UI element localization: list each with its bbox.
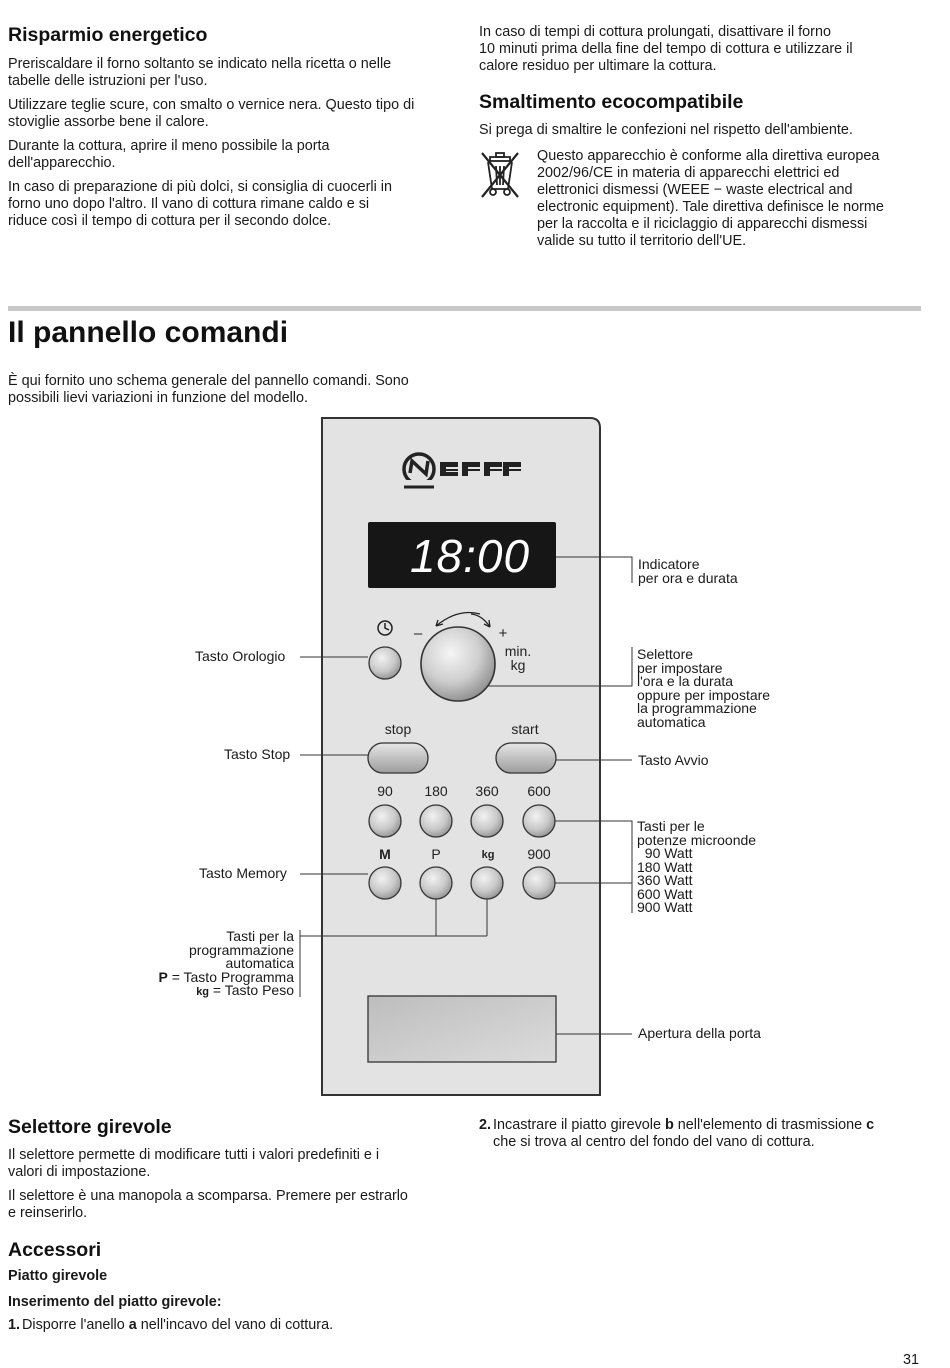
- power-180-button[interactable]: [420, 805, 452, 837]
- section-step-2: [479, 1117, 929, 1151]
- text-line: Questo apparecchio è conforme alla direttiva europea: [537, 148, 880, 164]
- panel-body: [322, 418, 600, 1095]
- callout-line: la programmazione: [637, 700, 757, 716]
- paragraph: [8, 138, 458, 172]
- callout-line: per ora e durata: [638, 569, 738, 586]
- text-run: nell'elemento di trasmissione: [673, 1117, 867, 1133]
- subheading-turntable: Piatto girevole: [8, 1268, 108, 1284]
- text-line: valori di impostazione.: [8, 1164, 151, 1180]
- text-line: È qui fornito uno schema generale del pannello comandi. Sono: [8, 373, 409, 389]
- section-divider: [8, 306, 921, 311]
- text-run-bold: a: [128, 1317, 137, 1333]
- page-number: 31: [903, 1352, 920, 1368]
- power-600-button[interactable]: [523, 805, 555, 837]
- callout-line: 600 Watt: [637, 885, 693, 902]
- text-line: per la raccolta e il riciclaggio di apparecchi dismessi: [537, 216, 868, 232]
- text-line: electronic equipment). Tale direttiva definisce le norme: [537, 199, 884, 215]
- callout-line: 180 Watt: [637, 858, 693, 875]
- paragraph-long-cooking: [479, 24, 929, 75]
- clock-button[interactable]: [369, 647, 401, 679]
- knob-plus-label: +: [498, 625, 508, 642]
- text-line: e reinserirlo.: [8, 1205, 88, 1221]
- callout-line: Indicatore: [638, 556, 700, 572]
- heading-rotary-selector: Selettore girevole: [8, 1116, 172, 1138]
- text-line: In caso di tempi di cottura prolungati, disattivare il forno: [479, 24, 831, 40]
- paragraph: [8, 56, 458, 90]
- paragraph-disposal: Si prega di smaltire le confezioni nel rispetto dell'ambiente.: [479, 122, 853, 138]
- paragraph-control-panel-intro: [8, 373, 468, 407]
- program-label: P: [431, 846, 441, 862]
- program-button[interactable]: [420, 867, 452, 899]
- heading-accessories: Accessori: [8, 1239, 102, 1261]
- text-line: stoviglie assorbe bene il calore.: [8, 114, 209, 130]
- callout-selector: [637, 648, 770, 729]
- callout-line: 90 Watt: [637, 845, 693, 861]
- callout-line: 900 Watt: [637, 899, 693, 915]
- text-run-bold: c: [866, 1117, 875, 1133]
- callout-line: l'ora e la durata: [637, 673, 734, 689]
- callout-clock: Tasto Orologio: [195, 648, 286, 664]
- callout-line: = Tasto Programma: [167, 968, 294, 985]
- text-line: 2002/96/CE in materia di apparecchi elettrici ed: [537, 165, 840, 181]
- text-run: Incastrare il piatto girevole: [493, 1117, 665, 1133]
- power-900-button[interactable]: [523, 867, 555, 899]
- weight-button[interactable]: [471, 867, 503, 899]
- paragraph: [8, 1188, 458, 1222]
- callout-line: programmazione: [188, 941, 294, 958]
- callout-start: Tasto Avvio: [638, 752, 709, 768]
- power-360-button[interactable]: [471, 805, 503, 837]
- heading-control-panel: Il pannello comandi: [8, 316, 289, 349]
- callout-line: Selettore: [637, 646, 694, 662]
- text-line: Preriscaldare il forno soltanto se indicato nella ricetta o nelle: [8, 56, 392, 72]
- text-run: nell'incavo del vano di cottura.: [136, 1317, 334, 1333]
- paragraph: [8, 179, 458, 230]
- text-line: possibili lievi variazioni in funzione del modello.: [8, 390, 308, 406]
- start-button[interactable]: [496, 743, 556, 773]
- step-1: [8, 1317, 458, 1334]
- callout-key-p: P: [158, 968, 168, 985]
- text-line: forno uno dopo l'altro. Il vano di cottura rimane caldo e si: [8, 196, 370, 212]
- callout-line: 360 Watt: [637, 872, 693, 888]
- step-number: 2.: [479, 1117, 492, 1133]
- paragraph: [8, 1147, 458, 1181]
- selector-knob[interactable]: [421, 627, 495, 701]
- callout-line: Tasti per la: [226, 928, 294, 944]
- text-line: calore residuo per ultimare la cottura.: [479, 58, 717, 74]
- knob-minus-label: –: [413, 625, 423, 642]
- power-label-90: 90: [377, 783, 393, 799]
- power-label-180: 180: [424, 783, 448, 799]
- step-number: 1.: [8, 1317, 21, 1333]
- power-label-900: 900: [527, 846, 551, 862]
- control-panel-diagram: [0, 410, 950, 1110]
- callout-power: [637, 820, 756, 915]
- display-time-text: 18:00: [409, 530, 531, 582]
- heading-disposal: Smaltimento ecocompatibile: [479, 91, 744, 113]
- callout-line: per impostare: [637, 659, 723, 676]
- callout-line: Tasti per le: [637, 818, 705, 834]
- callout-stop: Tasto Stop: [224, 746, 291, 762]
- section-energy-saving: [8, 24, 458, 230]
- step-2: [479, 1117, 929, 1151]
- callout-memory: Tasto Memory: [199, 865, 287, 881]
- text-line: riduce così il tempo di cottura per il secondo dolce.: [8, 213, 332, 229]
- memory-button[interactable]: [369, 867, 401, 899]
- text-line: dell'apparecchio.: [8, 155, 116, 171]
- weight-label: kg: [481, 849, 495, 861]
- callout-line: automatica: [637, 713, 706, 730]
- text-line: elettronici dismessi (WEEE − waste electrical and: [537, 182, 853, 198]
- stop-button[interactable]: [368, 743, 428, 773]
- start-label: start: [511, 721, 539, 737]
- weee-text: [537, 148, 937, 250]
- heading-energy-saving: Risparmio energetico: [8, 24, 208, 46]
- text-run: che si trova al centro del fondo del vano di cottura.: [493, 1134, 815, 1150]
- callout-line: potenze microonde: [637, 831, 757, 848]
- paragraph-weee: [537, 148, 937, 250]
- callout-key-kg: kg: [196, 986, 210, 998]
- text-line: tabelle delle istruzioni per l'uso.: [8, 73, 208, 89]
- subheading-insert-turntable: Inserimento del piatto girevole:: [8, 1294, 222, 1310]
- text-line: Il selettore permette di modificare tutti i valori predefiniti e i: [8, 1147, 380, 1163]
- text-line: valide su tutto il territorio dell'UE.: [537, 233, 747, 249]
- text-run-bold: b: [664, 1117, 674, 1133]
- callout-display: [638, 558, 738, 585]
- callout-line: automatica: [225, 955, 294, 971]
- callout-line: oppure per impostare: [637, 686, 771, 703]
- paragraph: [8, 97, 458, 131]
- weee-bin-icon: [478, 149, 524, 203]
- power-label-360: 360: [475, 783, 499, 799]
- door-open-button[interactable]: [368, 996, 556, 1062]
- knob-unit-kg-label: kg: [510, 657, 526, 673]
- callout-line: = Tasto Peso: [209, 982, 294, 998]
- stop-label: stop: [384, 721, 412, 737]
- text-line: 10 minuti prima della fine del tempo di cottura e utilizzare il: [479, 41, 853, 57]
- power-90-button[interactable]: [369, 805, 401, 837]
- callout-auto-programming: [100, 930, 294, 1000]
- section-right-column: [479, 24, 929, 139]
- text-line: In caso di preparazione di più dolci, si consiglia di cuocerli in: [8, 179, 392, 195]
- text-line: Durante la cottura, aprire il meno possibile la porta: [8, 138, 330, 154]
- text-line: Il selettore è una manopola a scomparsa. Premere per estrarlo: [8, 1188, 408, 1204]
- text-line: Utilizzare teglie scure, con smalto o vernice nera. Questo tipo di: [8, 97, 415, 113]
- section-rotary-selector: [8, 1116, 458, 1334]
- power-label-600: 600: [527, 783, 551, 799]
- text-run: Disporre l'anello: [22, 1317, 129, 1333]
- callout-door: Apertura della porta: [638, 1025, 761, 1041]
- knob-unit-min-label: min.: [504, 643, 532, 659]
- memory-label: M: [379, 846, 391, 862]
